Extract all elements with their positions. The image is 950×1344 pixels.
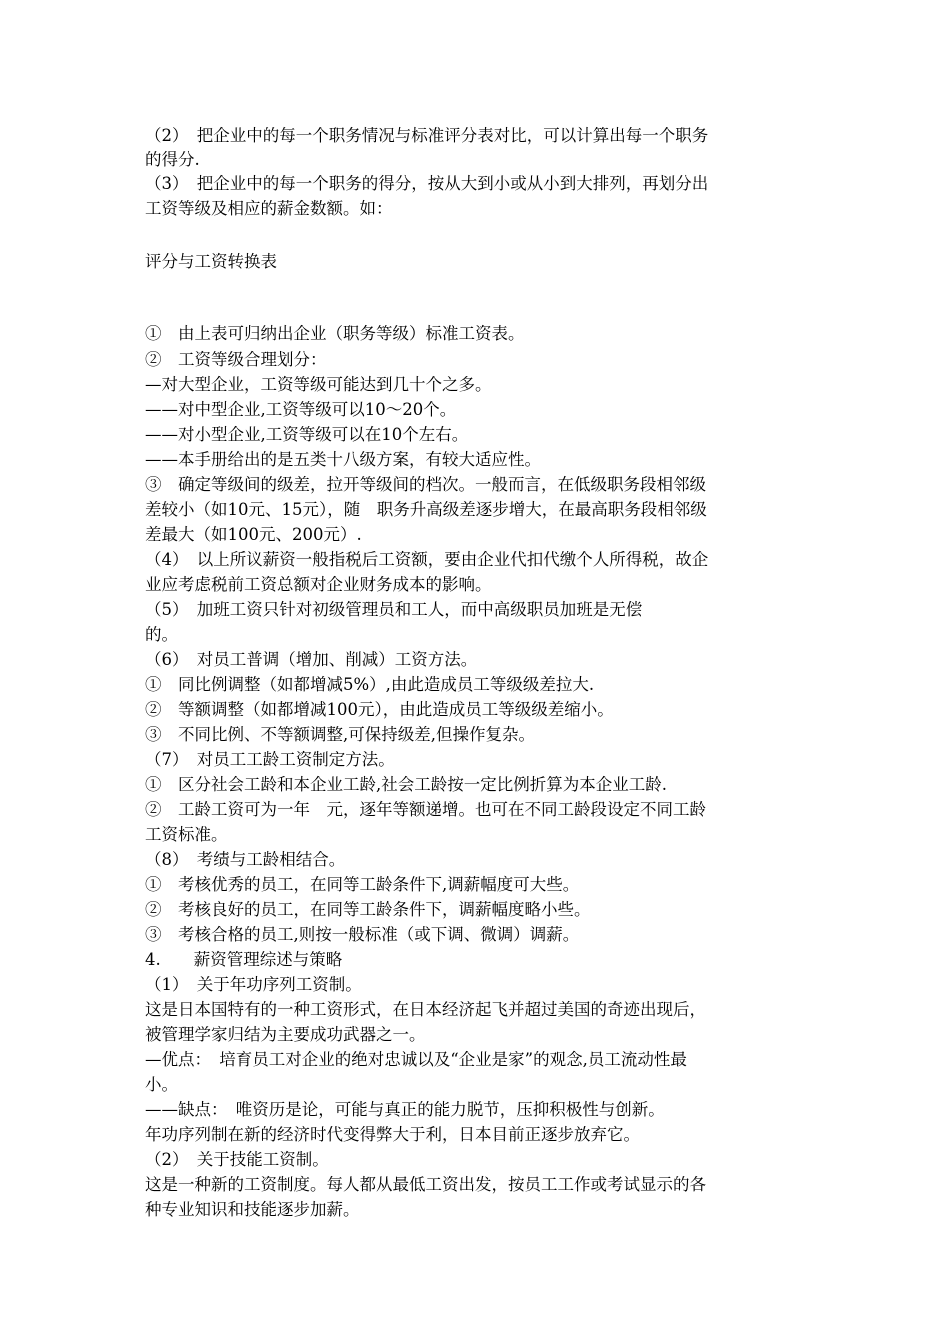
text-line: ——对中型企业,工资等级可以10～20个。 (145, 400, 457, 419)
text-line: ① 由上表可归纳出企业（职务等级）标准工资表。 (145, 324, 525, 343)
text-line: 小。 (145, 1075, 178, 1094)
text-line: （5） 加班工资只针对初级管理员和工人，而中高级职员加班是无偿 (145, 600, 643, 619)
text-line: 的。 (145, 625, 178, 644)
section-heading: 评分与工资转换表 (145, 252, 277, 271)
text-line: —对大型企业，工资等级可能达到几十个之多。 (145, 375, 492, 394)
text-line: 种专业知识和技能逐步加薪。 (145, 1200, 360, 1219)
text-line: ② 等额调整（如都增减100元），由此造成员工等级级差缩小。 (145, 700, 614, 719)
text-line: （7） 对员工工龄工资制定方法。 (145, 750, 395, 769)
text-line: ② 工龄工资可为一年 元，逐年等额递增。也可在不同工龄段设定不同工龄 (145, 800, 706, 819)
text-line: 业应考虑税前工资总额对企业财务成本的影响。 (145, 575, 492, 594)
text-line: 差较小（如10元、15元），随 职务升高级差逐步增大，在最高职务段相邻级 (145, 500, 707, 519)
text-line: （8） 考绩与工龄相结合。 (145, 850, 346, 869)
text-line: ① 同比例调整（如都增减5%）,由此造成员工等级级差拉大. (145, 675, 595, 694)
text-line: ——对小型企业,工资等级可以在10个左右。 (145, 425, 469, 444)
text-line: —优点： 培育员工对企业的绝对忠诚以及“企业是家”的观念,员工流动性最 (145, 1050, 687, 1069)
text-line: ——缺点： 唯资历是论，可能与真正的能力脱节，压抑积极性与创新。 (145, 1100, 665, 1119)
text-line: 这是一种新的工资制度。每人都从最低工资出发，按员工工作或考试显示的各 (145, 1175, 706, 1194)
text-line: 年功序列制在新的经济时代变得弊大于利，日本目前正逐步放弃它。 (145, 1125, 640, 1144)
text-line: ① 考核优秀的员工，在同等工龄条件下,调薪幅度可大些。 (145, 875, 580, 894)
text-line: ——本手册给出的是五类十八级方案，有较大适应性。 (145, 450, 541, 469)
text-line: ② 考核良好的员工，在同等工龄条件下，调薪幅度略小些。 (145, 900, 591, 919)
text-line: 工资标准。 (145, 825, 228, 844)
text-line: ③ 确定等级间的级差，拉开等级间的档次。一般而言，在低级职务段相邻级 (145, 475, 706, 494)
text-line: （1） 关于年功序列工资制。 (145, 975, 362, 994)
text-line: （3） 把企业中的每一个职务的得分，按从大到小或从小到大排列，再划分出 (145, 174, 709, 193)
text-line: （2） 把企业中的每一个职务情况与标准评分表对比，可以计算出每一个职务 (145, 126, 709, 145)
text-line: （6） 对员工普调（增加、削减）工资方法。 (145, 650, 478, 669)
text-line: （2） 关于技能工资制。 (145, 1150, 329, 1169)
text-line: 差最大（如100元、200元）. (145, 525, 362, 544)
text-line: ① 区分社会工龄和本企业工龄,社会工龄按一定比例折算为本企业工龄. (145, 775, 667, 794)
text-line: 被管理学家归结为主要成功武器之一。 (145, 1025, 426, 1044)
text-line: ③ 考核合格的员工,则按一般标准（或下调、微调）调薪。 (145, 925, 580, 944)
text-line: ③ 不同比例、不等额调整,可保持级差,但操作复杂。 (145, 725, 535, 744)
text-line: （4） 以上所议薪资一般指税后工资额，要由企业代扣代缴个人所得税，故企 (145, 550, 709, 569)
text-line: ② 工资等级合理划分： (145, 350, 327, 369)
text-line: 这是日本国特有的一种工资形式，在日本经济起飞并超过美国的奇迹出现后， (145, 1000, 706, 1019)
text-line: 的得分. (145, 150, 200, 169)
text-line: 工资等级及相应的薪金数额。如： (145, 199, 393, 218)
section-heading: 4. 薪资管理综述与策略 (145, 950, 343, 969)
